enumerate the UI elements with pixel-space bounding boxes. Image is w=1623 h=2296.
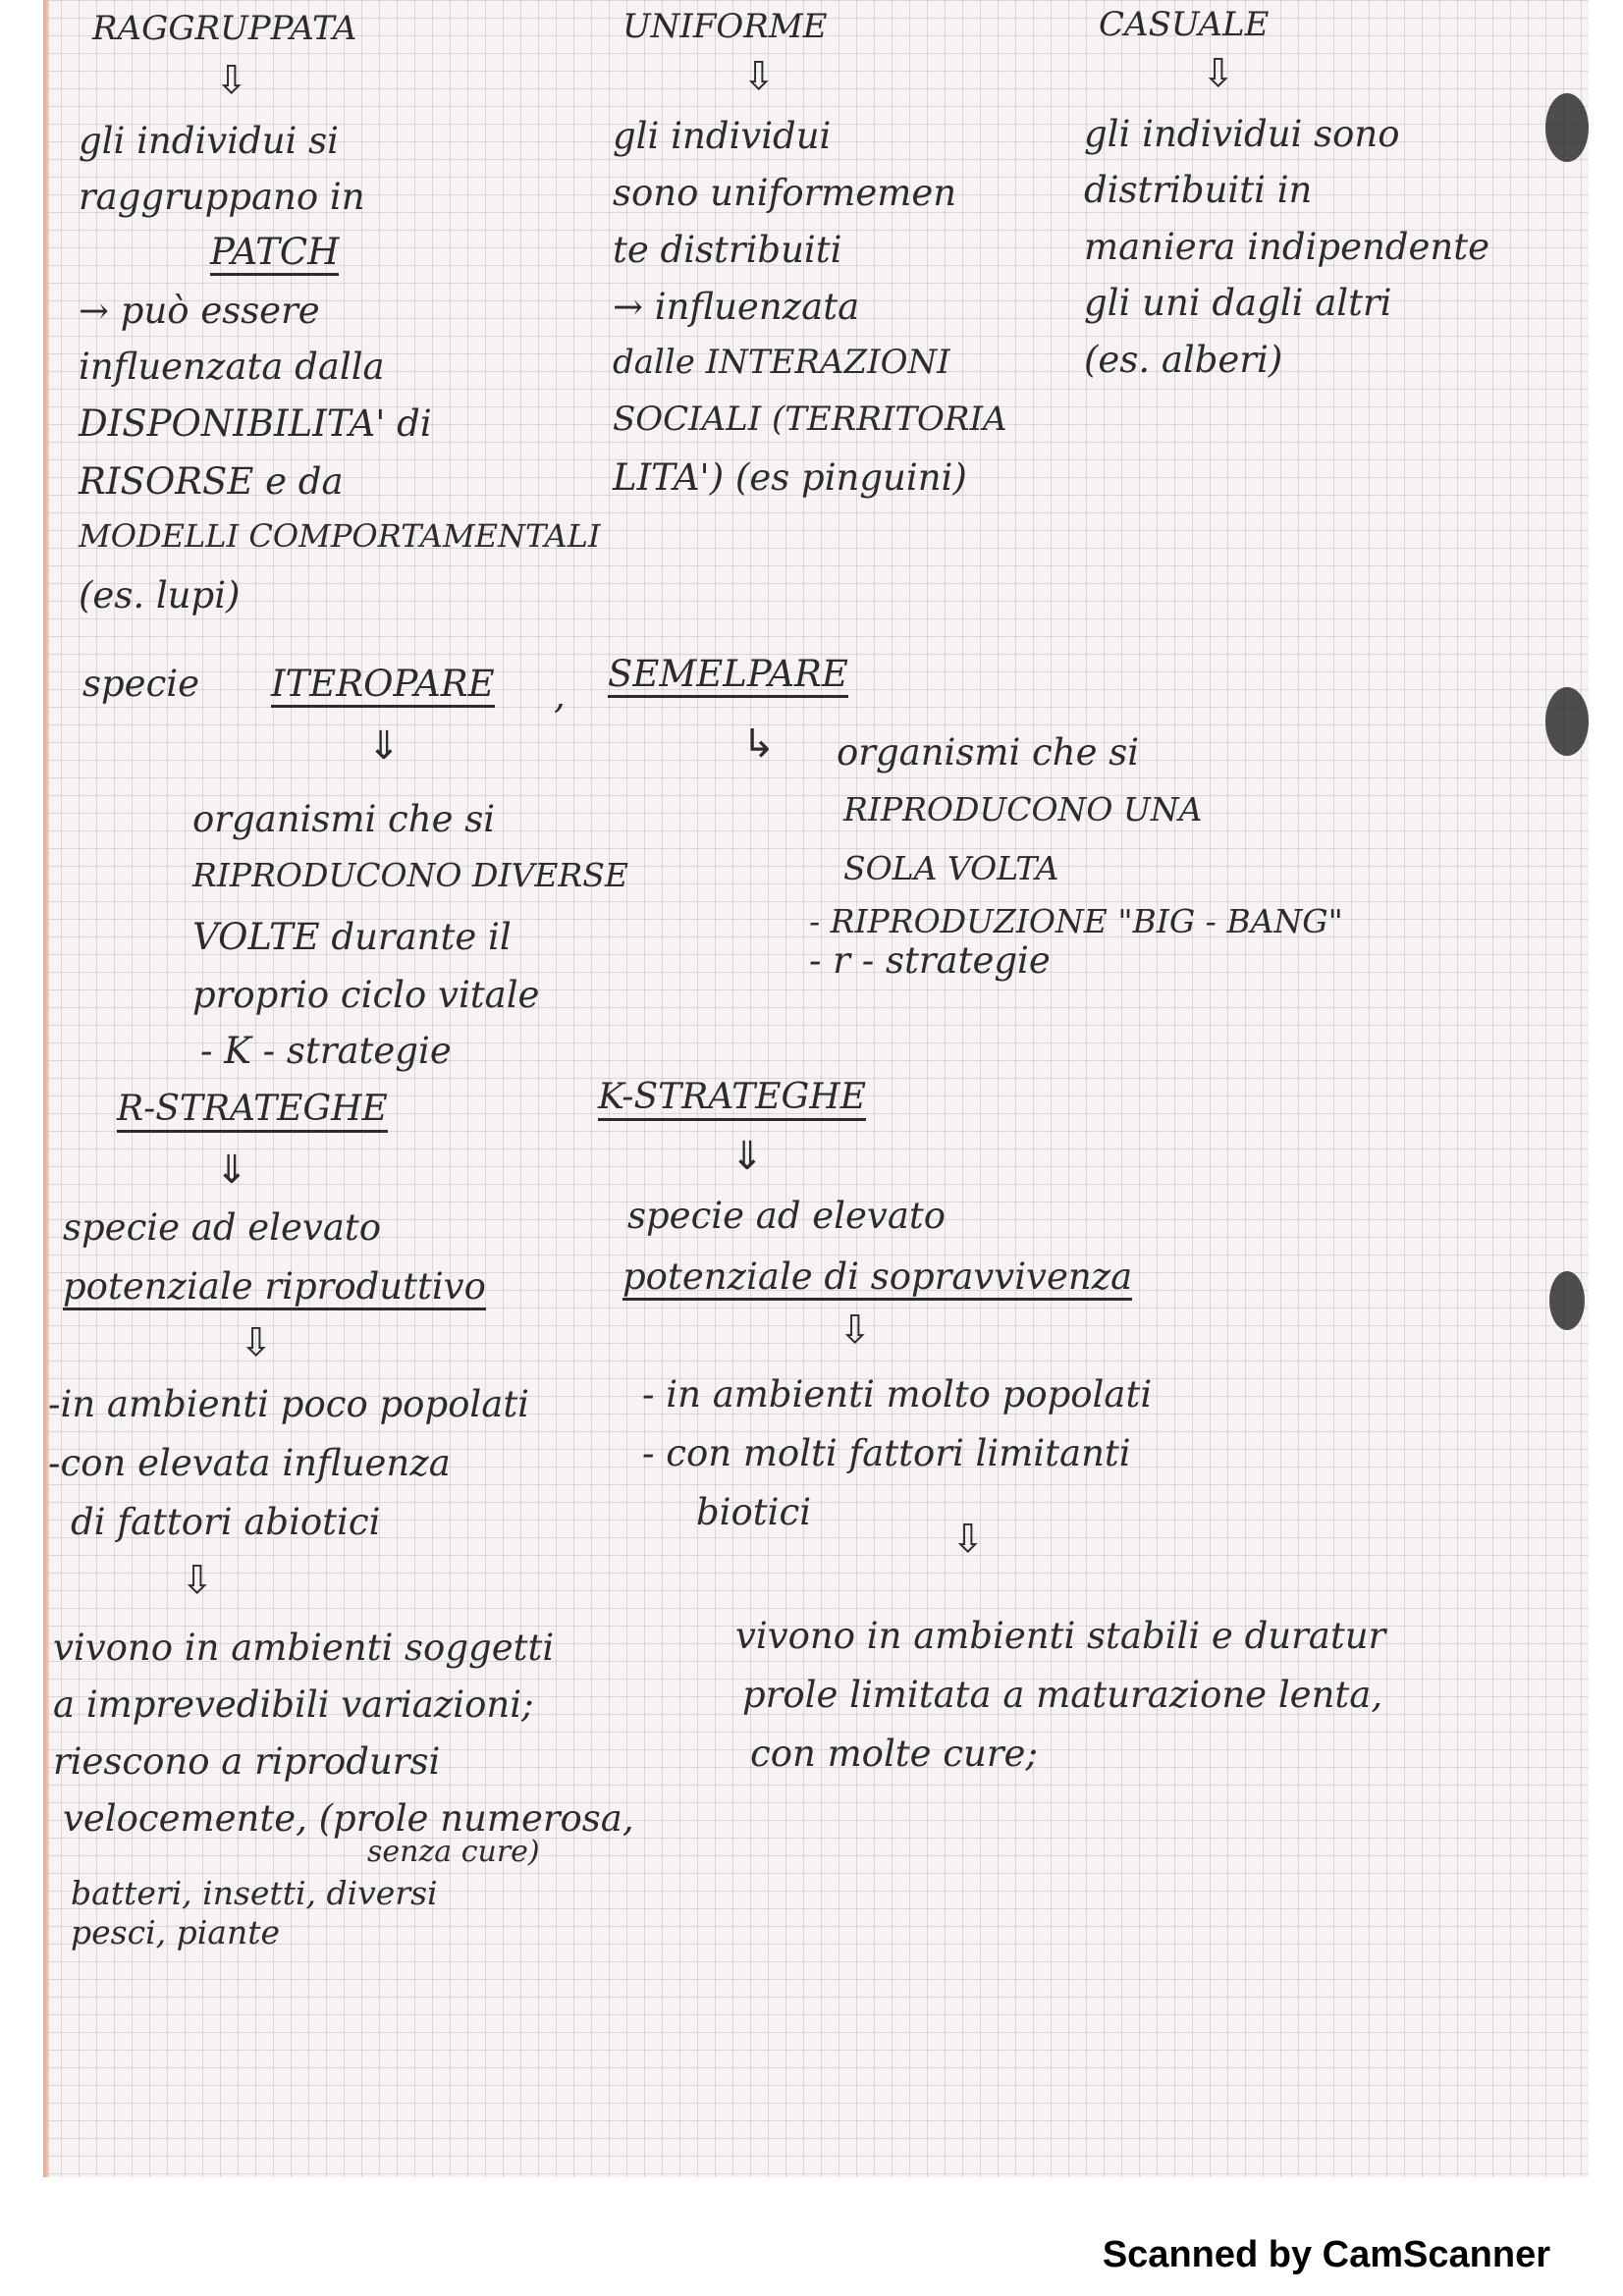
uniform-line: SOCIALI (TERRITORIA	[613, 400, 1007, 439]
clumped-title: RAGGRUPPATA	[92, 9, 357, 48]
clumped-line: MODELLI COMPORTAMENTALI	[79, 517, 601, 555]
r-strategy-env: -con elevata influenza	[48, 1442, 451, 1484]
clumped-line: → può essere	[79, 290, 320, 332]
iteroparous-line: VOLTE durante il	[192, 916, 512, 958]
random-line: gli individui sono	[1084, 113, 1400, 155]
r-strategy-outcome: vivono in ambienti soggetti	[53, 1627, 555, 1669]
down-arrow-icon: ⇩	[742, 54, 776, 99]
random-line: (es. alberi)	[1084, 339, 1283, 381]
uniform-line: gli individui	[613, 115, 832, 157]
down-arrow-icon: ⇩	[240, 1320, 273, 1365]
r-strategy-outcome: a imprevedibili variazioni;	[53, 1683, 534, 1726]
semelparous-line: - RIPRODUZIONE "BIG - BANG"	[809, 902, 1343, 940]
uniform-line: dalle INTERAZIONI	[613, 343, 950, 382]
clumped-line: RISORSE e da	[79, 460, 344, 503]
k-strategy-outcome: prole limitata a maturazione lenta,	[742, 1674, 1383, 1716]
r-strategy-outcome: batteri, insetti, diversi	[71, 1874, 438, 1912]
r-strategy-line: specie ad elevato	[63, 1206, 382, 1249]
random-line: gli uni dagli altri	[1084, 282, 1392, 324]
down-arrow-icon: ⇩	[951, 1517, 985, 1562]
uniform-line: te distribuiti	[613, 229, 842, 271]
r-strategy-env: di fattori abiotici	[71, 1501, 381, 1543]
clumped-line: PATCH	[210, 234, 339, 276]
reproduction-heading-prefix: specie	[82, 663, 200, 705]
iteroparous-line: organismi che si	[192, 798, 496, 840]
k-strategy-env: - in ambienti molto popolati	[642, 1373, 1153, 1415]
r-strategy-env: -in ambienti poco popolati	[48, 1383, 530, 1425]
down-arrow-icon: ⇩	[1202, 51, 1235, 96]
k-strategy-outcome: vivono in ambienti stabili e duratur	[735, 1615, 1386, 1657]
k-strategy-line: potenziale di sopravvivenza	[622, 1258, 1132, 1301]
iteroparous-line: proprio ciclo vitale	[192, 974, 540, 1016]
semelparous-line: organismi che si	[837, 731, 1140, 774]
semelparous-line: SOLA VOLTA	[843, 849, 1059, 887]
clumped-line: gli individui si	[79, 120, 339, 162]
down-arrow-icon: ⇩	[839, 1308, 872, 1353]
double-down-arrow-icon: ⇓	[367, 723, 401, 769]
random-line: maniera indipendente	[1084, 226, 1489, 268]
uniform-line: → influenzata	[613, 286, 860, 328]
page-margin-line	[43, 0, 49, 2177]
right-arrow-icon: ↳	[742, 721, 776, 767]
clumped-line: influenzata dalla	[79, 346, 385, 388]
r-strategy-outcome: riescono a riprodursi	[53, 1740, 441, 1783]
r-strategy-title: R-STRATEGHE	[117, 1092, 388, 1133]
uniform-line: sono uniformemen	[613, 172, 957, 214]
clumped-line: (es. lupi)	[79, 574, 241, 616]
clumped-line: DISPONIBILITA' di	[79, 402, 432, 445]
random-line: distribuiti in	[1084, 169, 1313, 211]
iteroparous-line: RIPRODUCONO DIVERSE	[192, 856, 628, 894]
uniform-title: UNIFORME	[622, 7, 828, 46]
iteroparous-title: ITEROPARE	[271, 666, 495, 708]
notebook-page	[43, 0, 1589, 2177]
random-title: CASUALE	[1099, 5, 1270, 44]
k-strategy-env: - con molti fattori limitanti	[642, 1432, 1131, 1474]
double-down-arrow-icon: ⇓	[215, 1148, 248, 1193]
down-arrow-icon: ⇩	[181, 1558, 214, 1603]
semelparous-line: RIPRODUCONO UNA	[843, 790, 1203, 828]
double-down-arrow-icon: ⇓	[730, 1134, 764, 1179]
k-strategy-outcome: con molte cure;	[750, 1733, 1038, 1775]
r-strategy-line: potenziale riproduttivo	[63, 1268, 486, 1310]
r-strategy-outcome: pesci, piante	[71, 1913, 281, 1951]
semelparous-line: - r - strategie	[809, 939, 1051, 982]
semelparous-title: SEMELPARE	[608, 656, 848, 698]
clumped-line: raggruppano in	[79, 176, 365, 218]
scanner-footer: Scanned by CamScanner	[1102, 2234, 1550, 2275]
r-strategy-outcome: velocemente, (prole numerosa,	[63, 1797, 634, 1840]
binder-hole	[1545, 687, 1589, 756]
k-strategy-line: specie ad elevato	[627, 1195, 947, 1237]
reproduction-separator: ,	[554, 674, 566, 717]
down-arrow-icon: ⇩	[215, 58, 248, 103]
binder-hole	[1545, 93, 1589, 162]
binder-hole	[1549, 1271, 1585, 1330]
iteroparous-line: - K - strategie	[200, 1030, 452, 1072]
uniform-line: LITA') (es pinguini)	[613, 456, 967, 499]
r-strategy-outcome: senza cure)	[367, 1835, 540, 1869]
k-strategy-title: K-STRATEGHE	[598, 1080, 866, 1121]
k-strategy-env: biotici	[696, 1491, 812, 1533]
